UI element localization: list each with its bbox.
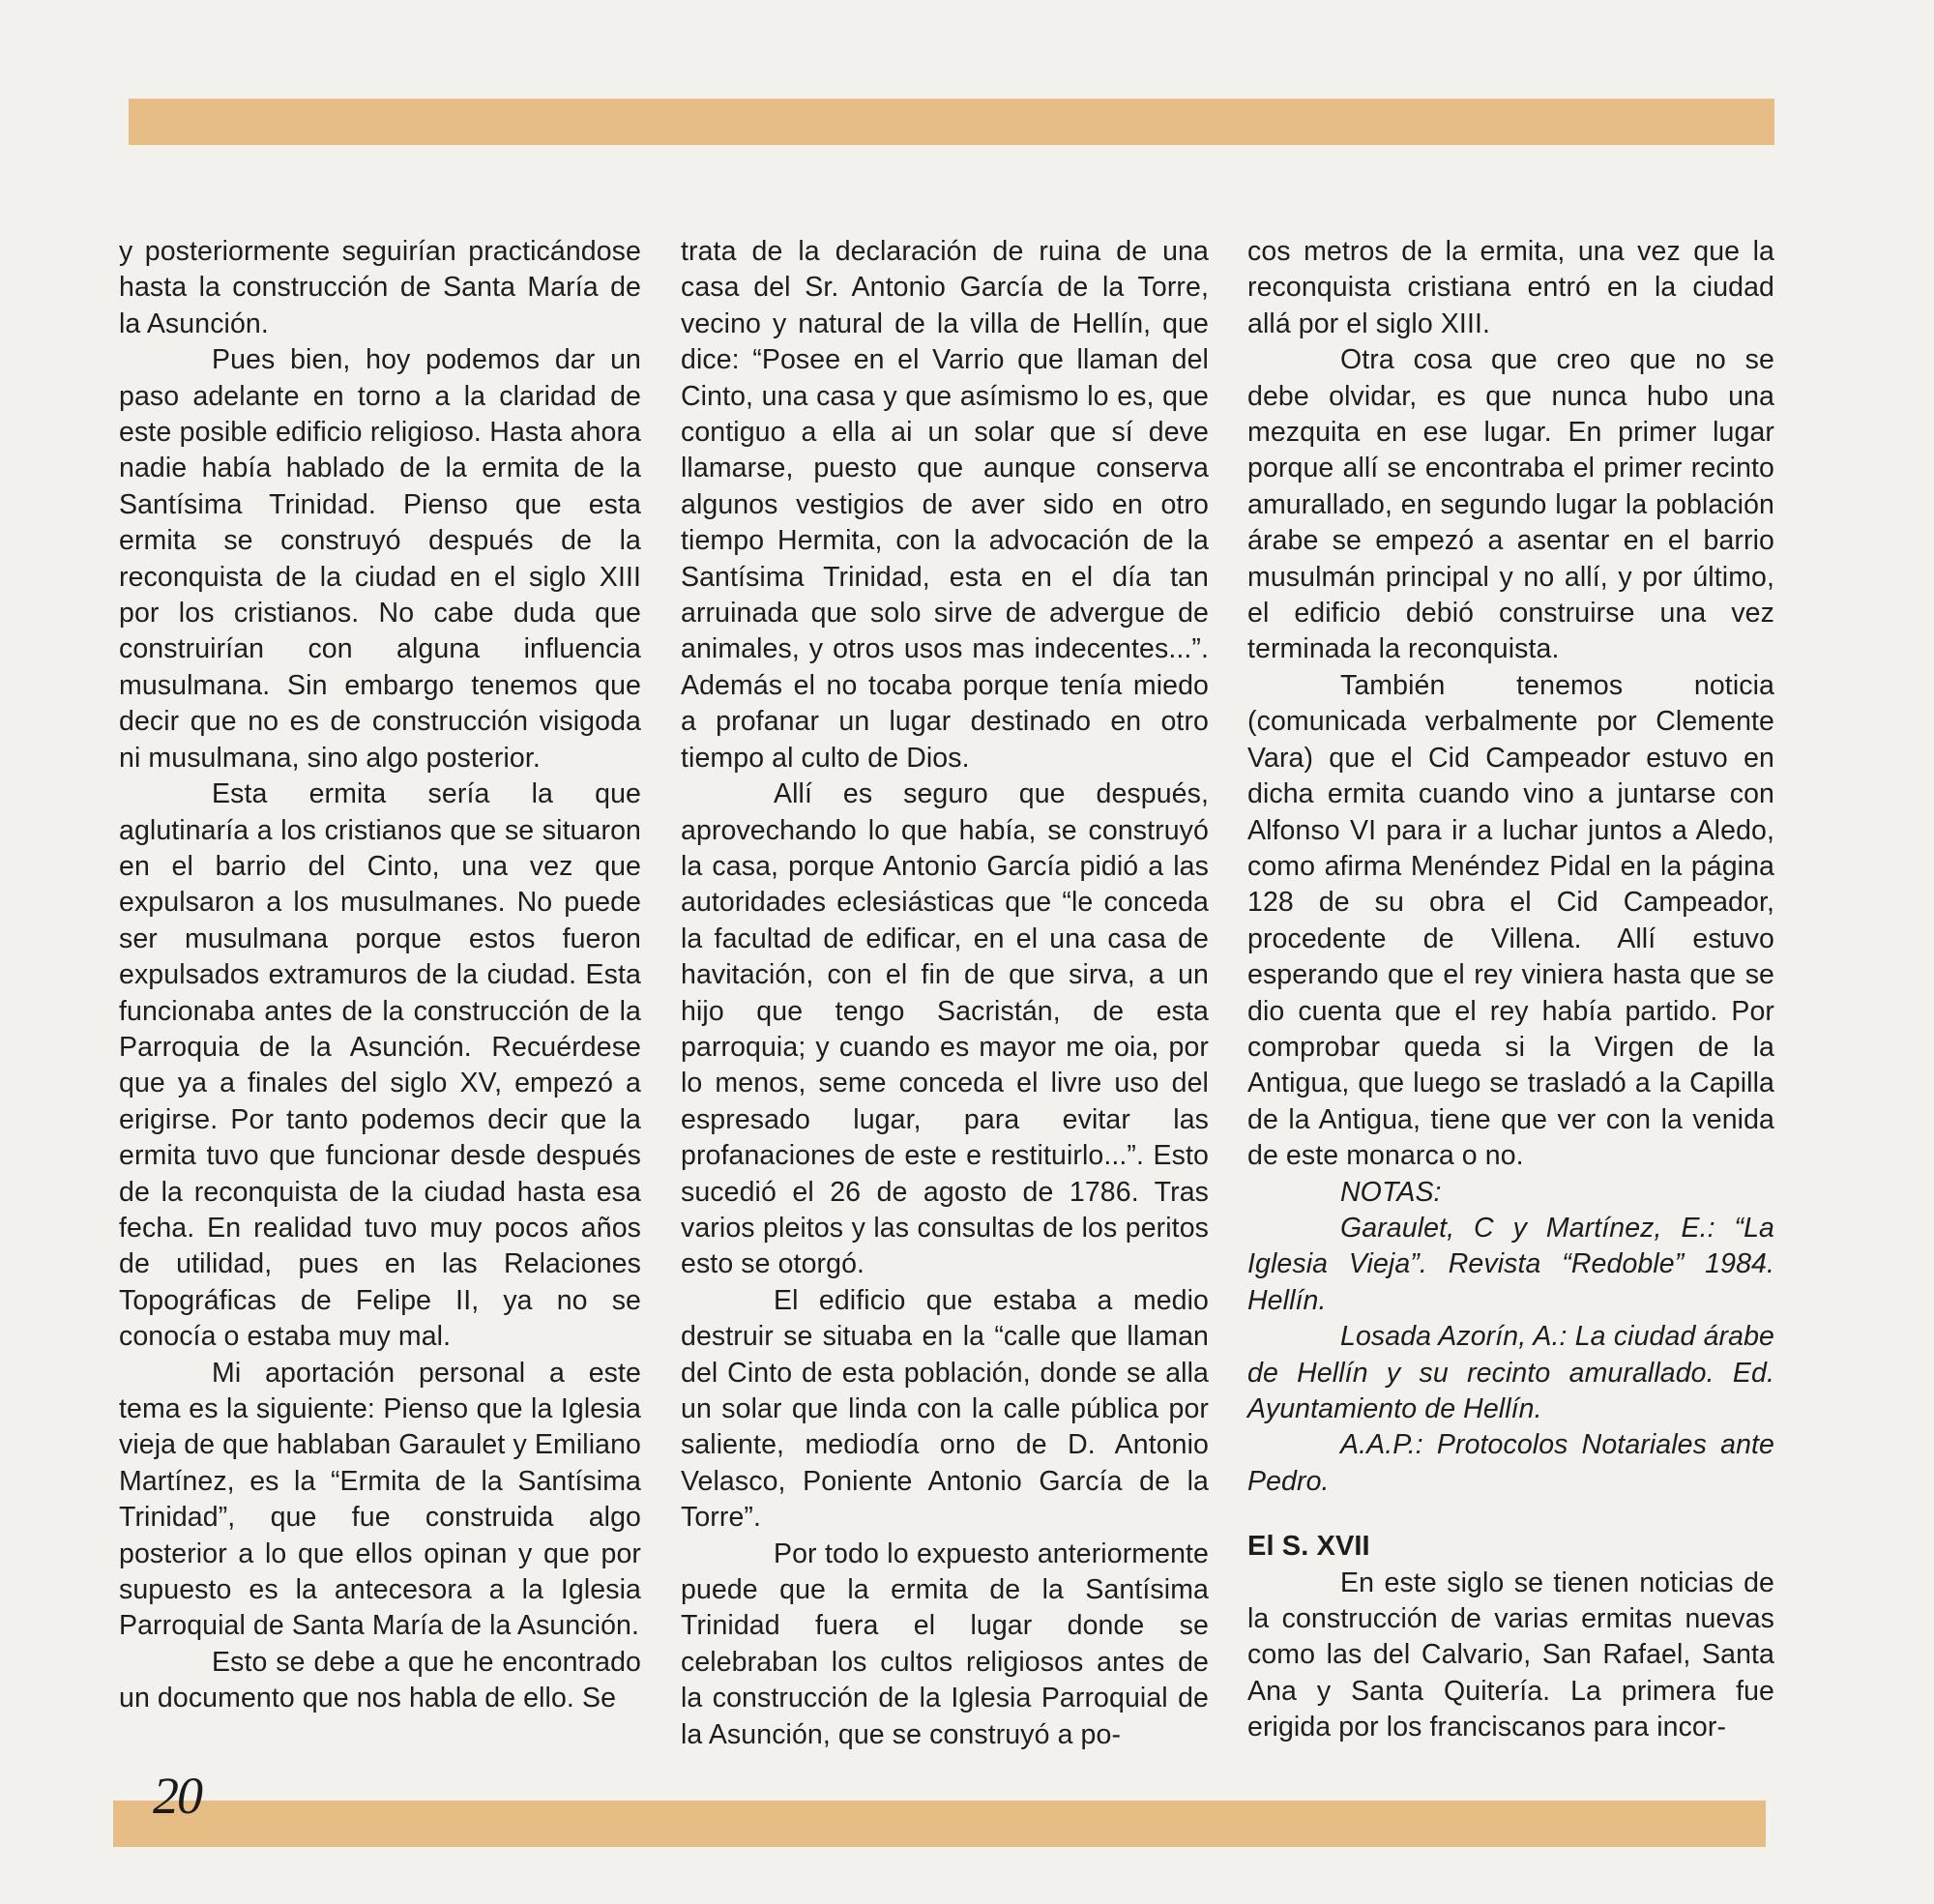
paragraph: Pues bien, hoy podemos dar un paso adelante en torno a la claridad de este posible edificio religioso. Hasta ahora nadie había hablado de la ermita de la Santísima Trinidad. Pienso que esta ermita se construyó después de la reconquista de la ciudad en el siglo XIII por los cristianos. No cabe duda que construirían con alguna influencia musulmana. Sin embargo tenemos que decir que no es de construcción visigoda ni musulmana, sino algo posterior. bbox=[119, 344, 641, 774]
top-decorative-band bbox=[129, 99, 1774, 145]
paragraph: Otra cosa que creo que no se debe olvidar, es que nunca hubo una mezquita en ese lugar. En primer lugar porque allí se encontraba el primer recinto amurallado, en segundo lugar la población árabe se empezó a asentar en el barrio musulmán principal y no allí, y por último, el edificio debió construirse una vez terminada la reconquista. bbox=[1247, 344, 1774, 665]
page-number: 20 bbox=[153, 1767, 201, 1825]
paragraph: Allí es seguro que después, aprovechando lo que había, se construyó la casa, porque Antonio García pidió a las autoridades eclesiásticas que “le conceda la facultad de edificar, en el una casa de havitación, con el fin de que sirva, a un hijo que tengo Sacristán, de esta parroquia; y cuando es mayor me oia, por lo menos, seme conceda el livre uso del espresado lugar, para evitar las profanaciones de este e restituirlo...”. Esto sucedió el 26 de agosto de 1786. Tras varios pleitos y las consultas de los peritos esto se otorgó. bbox=[681, 778, 1209, 1280]
paragraph: y posteriormente seguirían practicándose hasta la construcción de Santa María de la Asunción. bbox=[119, 236, 641, 339]
paragraph: En este siglo se tienen noticias de la construcción de varias ermitas nuevas como las del Calvario, San Rafael, Santa Ana y Santa Quitería. La primera fue erigida por los franciscanos para incor- bbox=[1247, 1567, 1774, 1743]
section-heading: El S. XVII bbox=[1247, 1531, 1370, 1563]
paragraph: Por todo lo expuesto anteriormente puede que la ermita de la Santísima Trinidad fuera el lugar donde se celebraban los cultos religiosos antes de la construcción de la Iglesia Parroquial de la Asunción, que se construyó a po- bbox=[681, 1538, 1209, 1750]
text-column-2 bbox=[681, 234, 1209, 1753]
paragraph: Mi aportación personal a este tema es la siguiente: Pienso que la Iglesia vieja de que hablaban Garaulet y Emiliano Martínez, es la “Ermita de la Santísima Trinidad”, que fue construida algo posterior a lo que ellos opinan y que por supuesto es la antecesora a la Iglesia Parroquial de Santa María de la Asunción. bbox=[119, 1357, 641, 1642]
paragraph: Esta ermita sería la que aglutinaría a los cristianos que se situaron en el barrio del Cinto, una vez que expulsaron a los musulmanes. No puede ser musulmana porque estos fueron expulsados extramuros de la ciudad. Esta funcionaba antes de la construcción de la Parroquia de la Asunción. Recuérdese que ya a finales del siglo XV, empezó a erigirse. Por tanto podemos decir que la ermita tuvo que funcionar desde después de la reconquista de la ciudad hasta esa fecha. En realidad tuvo muy pocos años de utilidad, pues en las Relaciones Topográficas de Felipe II, ya no se conocía o estaba muy mal. bbox=[119, 778, 641, 1353]
paragraph: También tenemos noticia (comunicada verbalmente por Clemente Vara) que el Cid Campeador estuvo en dicha ermita cuando vino a juntarse con Alfonso VI para ir a luchar juntos a Aledo, como afirma Menéndez Pidal en la página 128 de su obra el Cid Campeador, procedente de Villena. Allí estuvo esperando que el rey viniera hasta que se dio cuenta que el rey había partido. Por comprobar queda si la Virgen de la Antigua, que luego se trasladó a la Capilla de la Antigua, tiene que ver con la venida de este monarca o no. bbox=[1247, 669, 1774, 1172]
bottom-decorative-band bbox=[113, 1801, 1766, 1847]
text-column-3 bbox=[1247, 234, 1774, 1746]
paragraph: trata de la declaración de ruina de una casa del Sr. Antonio García de la Torre, vecino y natural de la villa de Hellín, que dice: “Posee en el Varrio que llaman del Cinto, una casa y que asímismo lo es, que contiguo a ella ai un solar que sí deve llamarse, puesto que aunque conserva algunos vestigios de aver sido en otro tiempo Hermita, con la advocación de la Santísima Trinidad, esta en el día tan arruinada que solo sirve de advergue de animales, y otros usos mas indecentes...”. Además el no tocaba porque tenía miedo a profanar un lugar destinado en otro tiempo al culto de Dios. bbox=[681, 236, 1209, 774]
note-item: Garaulet, C y Martínez, E.: “La Iglesia Vieja”. Revista “Redoble” 1984. Hellín. bbox=[1247, 1212, 1774, 1316]
notes-heading: NOTAS: bbox=[1340, 1176, 1442, 1208]
paragraph: cos metros de la ermita, una vez que la reconquista cristiana entró en la ciudad allá por el siglo XIII. bbox=[1247, 236, 1774, 339]
text-column-1 bbox=[119, 234, 641, 1717]
note-item: A.A.P.: Protocolos Notariales ante Pedro. bbox=[1247, 1429, 1774, 1497]
note-item: Losada Azorín, A.: La ciudad árabe de Hellín y su recinto amurallado. Ed. Ayuntamiento de Hellín. bbox=[1247, 1321, 1774, 1424]
paragraph: El edificio que estaba a medio destruir se situaba en la “calle que llaman del Cinto de esta población, donde se alla un solar que linda con la calle pública por saliente, mediodía orno de D. Antonio Velasco, Poniente Antonio García de la Torre”. bbox=[681, 1284, 1209, 1534]
paragraph: Esto se debe a que he encontrado un documento que nos habla de ello. Se bbox=[119, 1646, 641, 1714]
